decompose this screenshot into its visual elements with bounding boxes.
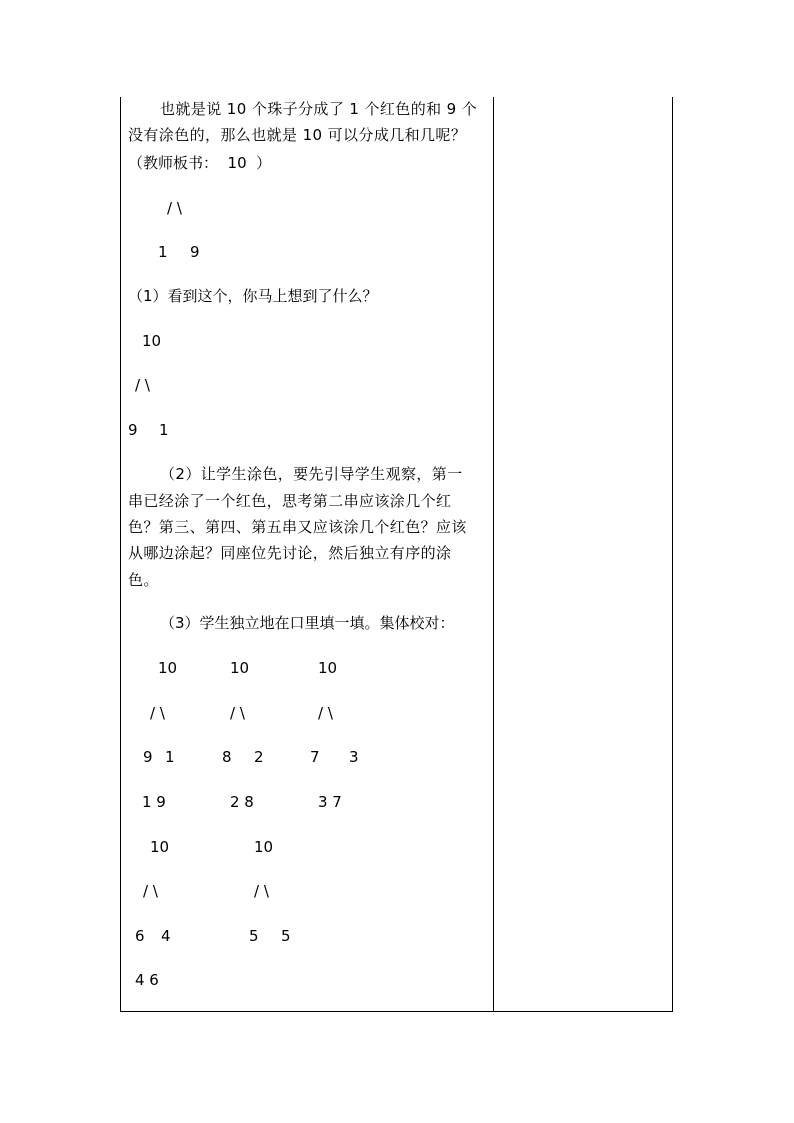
- tree-right-number: 2: [254, 748, 264, 766]
- tree-branch: / \: [230, 704, 245, 722]
- table-column-divider: [493, 97, 494, 1012]
- question-2-line: （2）让学生涂色，要先引导学生观察，第一: [160, 465, 463, 483]
- tree-left-number: 1: [158, 243, 168, 261]
- question-2-line: 色。: [128, 571, 159, 589]
- tree-branch: / \: [318, 704, 333, 722]
- tree-left-number: 8: [222, 748, 232, 766]
- tree-right-number: 5: [281, 927, 291, 945]
- question-2-line: 串已经涂了一个红色，思考第二串应该涂几个红: [128, 492, 452, 510]
- tree-left-number: 7: [310, 748, 320, 766]
- tree-top-number: 10: [318, 659, 338, 677]
- tree-top-number: 10: [230, 659, 250, 677]
- question-1-text: （1）看到这个，你马上想到了什么？: [128, 287, 378, 305]
- tree-right-number: 1: [165, 748, 175, 766]
- tree-top-number: 10: [142, 332, 162, 350]
- tree-right-number: 3: [349, 748, 359, 766]
- tree-right-number: 9: [190, 243, 200, 261]
- question-3-text: （3）学生独立地在口里填一填。集体校对：: [160, 614, 455, 632]
- tree-branch: / \: [254, 882, 269, 900]
- paragraph-line: 也就是说 10 个珠子分成了 1 个红色的和 9 个: [160, 100, 478, 118]
- paragraph-line: （教师板书： 10 ）: [128, 154, 272, 172]
- number-pair: 4 6: [135, 971, 159, 989]
- tree-branch: / \: [143, 882, 158, 900]
- tree-branch: / \: [150, 704, 165, 722]
- number-pair: 3 7: [318, 793, 342, 811]
- table-right-border: [672, 97, 673, 1012]
- tree-left-number: 6: [135, 927, 145, 945]
- tree-right-number: 4: [161, 927, 171, 945]
- tree-left-number: 9: [128, 421, 138, 439]
- table-left-border: [120, 97, 121, 1012]
- tree-left-number: 9: [143, 748, 153, 766]
- tree-left-number: 5: [249, 927, 259, 945]
- number-pair: 2 8: [230, 793, 254, 811]
- tree-top-number: 10: [254, 838, 274, 856]
- tree-branch: / \: [135, 376, 150, 394]
- number-pair: 1 9: [142, 793, 166, 811]
- tree-right-number: 1: [159, 421, 169, 439]
- question-2-line: 从哪边涂起？同座位先讨论，然后独立有序的涂: [128, 544, 452, 562]
- question-2-line: 色？第三、第四、第五串又应该涂几个红色？应该: [128, 518, 467, 536]
- table-bottom-border: [120, 1011, 673, 1012]
- tree-top-number: 10: [150, 838, 170, 856]
- tree-branch: / \: [167, 199, 182, 217]
- tree-top-number: 10: [158, 659, 178, 677]
- paragraph-line: 没有涂色的，那么也就是 10 可以分成几和几呢？: [128, 126, 467, 144]
